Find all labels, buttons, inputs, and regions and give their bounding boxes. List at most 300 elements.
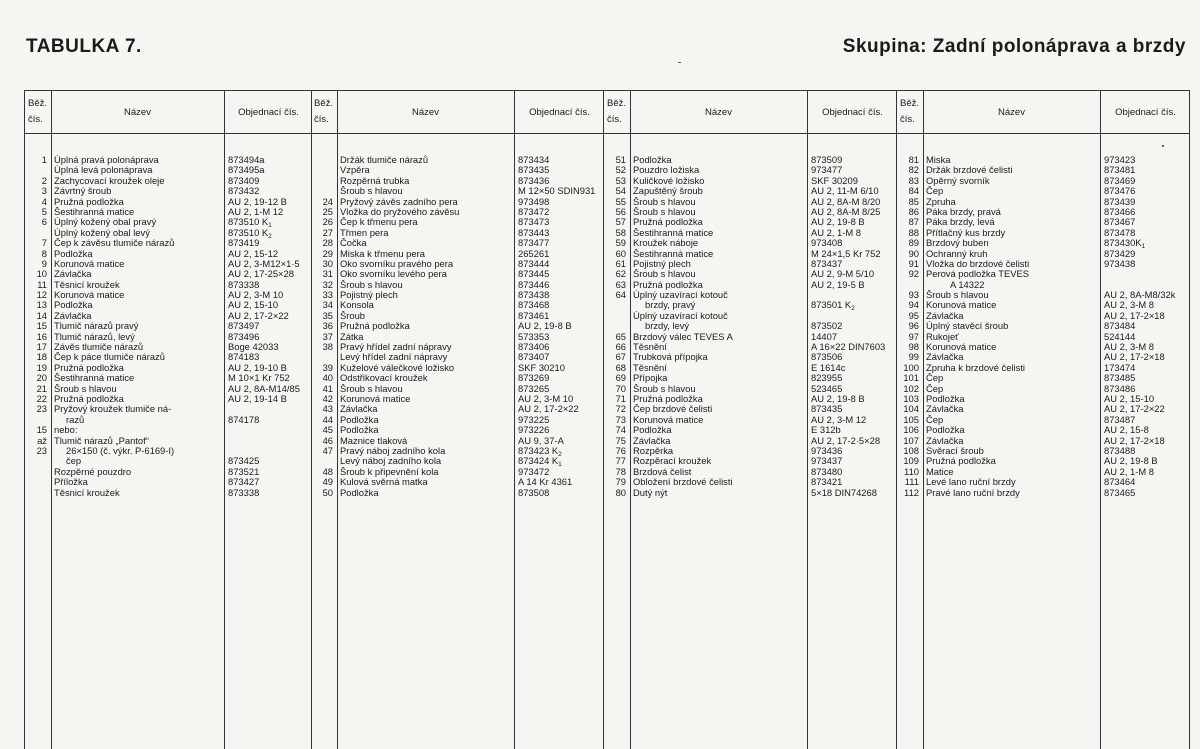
item-number: 110: [904, 466, 919, 477]
order-number: [808, 384, 897, 394]
table-row: [311, 363, 603, 373]
order-number: [808, 488, 897, 498]
item-name: Perová podložka TEVES: [926, 269, 1030, 280]
order-number-text: AU 2, 8A-M 8/20: [811, 196, 881, 207]
item-number: 39: [322, 362, 333, 373]
order-number: [515, 404, 604, 414]
item-name: Podložka: [54, 248, 93, 259]
item-number: 27: [322, 227, 333, 238]
order-number-text: 873432: [228, 186, 260, 197]
item-number: 86: [908, 206, 919, 217]
table-row: [604, 415, 896, 425]
order-number-text: AU 2, 19-8 B: [811, 393, 865, 404]
order-number: [1101, 394, 1190, 404]
item-name: Držák brzdové čelisti: [926, 165, 1013, 176]
table-row: [311, 165, 603, 175]
table-row: [897, 404, 1189, 414]
order-number: [808, 394, 897, 404]
order-number: [515, 259, 604, 269]
table-row: [25, 300, 311, 310]
item-name: Zátka: [340, 331, 364, 342]
item-name: Svěrací šroub: [926, 445, 984, 456]
item-number: 32: [322, 279, 333, 290]
table-row: [604, 446, 896, 456]
order-number: [808, 467, 897, 477]
order-number-text: 973472: [518, 466, 550, 477]
item-number: 55: [615, 196, 626, 207]
item-name: Těsnění: [633, 342, 667, 353]
order-number: [808, 176, 897, 186]
table-row: [25, 197, 311, 207]
table-row: [311, 259, 603, 269]
order-number-text: 873478: [1104, 227, 1136, 238]
table-body: [311, 155, 603, 498]
table-row: [604, 321, 896, 331]
order-number-text: 873429: [1104, 248, 1136, 259]
item-number: 51: [615, 155, 626, 165]
item-name: Šroub s hlavou: [633, 383, 696, 394]
table-row: [897, 207, 1189, 217]
item-number: 42: [322, 393, 333, 404]
item-name: Závlačka: [926, 404, 964, 415]
order-number-text: 873434: [518, 155, 550, 165]
table-row: [311, 311, 603, 321]
order-number-text: 873409: [228, 175, 260, 186]
item-number: 13: [36, 300, 47, 311]
order-number: [515, 394, 604, 404]
order-number: [808, 269, 897, 279]
item-number: 28: [322, 238, 333, 249]
table-row: [897, 394, 1189, 404]
order-number: [225, 207, 312, 217]
table-row: [25, 207, 311, 217]
order-number: [225, 228, 312, 238]
order-number-text: 873510 K: [228, 217, 269, 228]
order-number: [808, 415, 897, 425]
table-row: [604, 488, 896, 498]
order-number: [515, 290, 604, 300]
order-number-text: 873265: [518, 383, 550, 394]
item-number: 35: [322, 310, 333, 321]
item-number: 1: [41, 155, 47, 165]
table-row: [897, 300, 1189, 310]
item-name: Korunová matice: [926, 300, 997, 311]
order-number: [515, 456, 604, 466]
table-row: [897, 456, 1189, 466]
table-row: [604, 165, 896, 175]
order-number: [1101, 384, 1190, 394]
item-number: 15: [36, 321, 47, 332]
item-name: Závěs tlumiče nárazů: [54, 342, 144, 353]
table-row: [25, 259, 311, 269]
order-number: [225, 186, 312, 196]
item-name: Čep: [926, 414, 944, 425]
item-number: 25: [322, 206, 333, 217]
order-number: [515, 446, 604, 456]
item-name: Podložka: [340, 425, 379, 436]
item-name: Čep: [926, 373, 944, 384]
order-number: [225, 332, 312, 342]
item-name: Pojistný plech: [340, 290, 398, 301]
item-name: Pružná podložka: [54, 393, 124, 404]
order-number-text: 873444: [518, 258, 550, 269]
item-number: 47: [322, 445, 333, 456]
table-row: [25, 280, 311, 290]
table-row: [25, 165, 311, 175]
header-number-line1: Běž.: [900, 98, 920, 109]
item-name: Zpruha k brzdové čelisti: [926, 362, 1026, 373]
item-number: 66: [615, 342, 626, 353]
order-number: [515, 425, 604, 435]
item-number: 98: [908, 342, 919, 353]
item-name: Šroub s hlavou: [633, 206, 696, 217]
item-name: Podložka: [54, 300, 93, 311]
order-number: [808, 155, 897, 165]
item-name: Tlumič nárazů pravý: [54, 321, 139, 332]
table-row: [25, 446, 311, 456]
item-name: Levé lano ruční brzdy: [926, 477, 1016, 488]
table-row: [897, 415, 1189, 425]
table-row: [604, 300, 896, 310]
order-number: [808, 300, 897, 310]
item-name: Pružná podložka: [633, 217, 703, 228]
order-number-text: AU 2, 1-M 8: [811, 227, 862, 238]
order-number-text: 873496: [228, 331, 260, 342]
item-number: 4: [41, 196, 47, 207]
order-number: [808, 259, 897, 269]
table-row: [604, 207, 896, 217]
order-number: [1101, 342, 1190, 352]
item-name: Tlumič nárazů, levý: [54, 331, 135, 342]
item-name: brzdy, pravý: [645, 300, 696, 311]
item-name: Rozpěrná trubka: [340, 175, 410, 186]
item-name: Korunová matice: [54, 258, 125, 269]
order-number-text: AU 2, 17-2×22: [518, 404, 579, 415]
order-number: [808, 436, 897, 446]
table-row: [311, 352, 603, 362]
order-number: [1101, 352, 1190, 362]
order-number: [225, 394, 312, 404]
item-name: Pryžový závěs zadního pera: [340, 196, 458, 207]
table-body: [25, 155, 311, 498]
order-number: [225, 373, 312, 383]
item-name: Pružná podložka: [54, 362, 124, 373]
item-number: 82: [908, 165, 919, 176]
order-number-text: 873435: [518, 165, 550, 176]
item-name: Podložka: [340, 487, 379, 498]
table-row: [604, 280, 896, 290]
item-number: 20: [36, 373, 47, 384]
item-name: Páka brzdy, levá: [926, 217, 995, 228]
order-number: [515, 249, 604, 259]
item-name: Šestihranná matice: [54, 373, 135, 384]
table-row: [604, 155, 896, 165]
item-name: Třmen pera: [340, 227, 389, 238]
order-number: [808, 352, 897, 362]
table-row: [897, 488, 1189, 498]
order-number: [515, 436, 604, 446]
order-number-text: M 10×1 Kr 752: [228, 373, 290, 384]
item-name: Pravé lano ruční brzdy: [926, 487, 1020, 498]
item-name: Levý náboj zadního kola: [340, 456, 442, 467]
table-row: [897, 280, 1189, 290]
item-name: Pravý náboj zadního kola: [340, 445, 446, 456]
table-title: TABULKA 7.: [26, 36, 142, 57]
order-number: [515, 165, 604, 175]
order-number-text: 14407: [811, 331, 838, 342]
order-number: [515, 311, 604, 321]
item-name: Úplná levá polonáprava: [54, 165, 153, 176]
item-number: 57: [615, 217, 626, 228]
table-row: [25, 488, 311, 498]
item-number: 88: [908, 227, 919, 238]
order-number-text: AU 2, 15-12: [228, 248, 279, 259]
order-number: [515, 321, 604, 331]
item-number: 97: [908, 331, 919, 342]
item-name: Korunová matice: [633, 414, 704, 425]
table-row: [311, 197, 603, 207]
order-number-text: 873484: [1104, 321, 1136, 332]
item-name: Šroub s hlavou: [340, 279, 403, 290]
item-number: 102: [903, 383, 919, 394]
order-number-text: E 312b: [811, 425, 841, 436]
order-number: [808, 332, 897, 342]
order-number-text: AU 2, 15-10: [1104, 393, 1155, 404]
order-number-text: 873467: [1104, 217, 1136, 228]
order-number: [225, 488, 312, 498]
item-name: Závlačka: [340, 404, 378, 415]
item-number: 62: [615, 269, 626, 280]
item-number: 69: [615, 373, 626, 384]
item-name: Čep brzdové čelisti: [633, 404, 713, 415]
item-name: Šroub s hlavou: [340, 186, 403, 197]
table-row: [311, 436, 603, 446]
item-name: Úplný uzavírací kotouč: [633, 310, 728, 321]
table-row: [311, 488, 603, 498]
order-number-text: 873469: [1104, 175, 1136, 186]
item-number: 40: [322, 373, 333, 384]
table-row: [604, 176, 896, 186]
order-number-text: 873508: [518, 487, 550, 498]
item-name: Brzdový válec TEVES A: [633, 331, 733, 342]
table-row: [25, 456, 311, 466]
item-name: Přítlačný kus brzdy: [926, 227, 1006, 238]
order-number-text: 973477: [811, 165, 843, 176]
item-name: Úplný stavěcí šroub: [926, 321, 1009, 332]
table-row: [897, 321, 1189, 331]
item-number: 12: [36, 290, 47, 301]
item-name: Obložení brzdové čelisti: [633, 477, 733, 488]
table-row: [311, 373, 603, 383]
item-number: 68: [615, 362, 626, 373]
item-number: 54: [615, 186, 626, 197]
item-name: Zpruha: [926, 196, 956, 207]
header-number-line1: Běž.: [314, 98, 334, 109]
order-number: [1101, 415, 1190, 425]
order-number: [225, 300, 312, 310]
item-number: 100: [903, 362, 919, 373]
item-number: 18: [36, 352, 47, 363]
order-number-text: 873338: [228, 487, 260, 498]
item-name: Šestihranná matice: [633, 248, 714, 259]
item-number: 105: [903, 414, 919, 425]
order-number: [1101, 186, 1190, 196]
table-section: [897, 91, 1190, 749]
order-number-text: 873495a: [228, 165, 265, 176]
order-number-text: Boge 42033: [228, 342, 279, 353]
order-number-text: 973225: [518, 414, 550, 425]
header-order-number: Objednací čís.: [529, 106, 590, 118]
order-number-text: 873439: [1104, 196, 1136, 207]
order-number: [225, 352, 312, 362]
table-row: [25, 321, 311, 331]
item-number: 93: [908, 290, 919, 301]
order-number: [225, 238, 312, 248]
order-number: [808, 477, 897, 487]
header-number: [25, 91, 52, 133]
order-number: [225, 269, 312, 279]
order-number-text: AU 2, 9-M 5/10: [811, 269, 875, 280]
order-number-text: 823955: [811, 373, 843, 384]
table-row: [25, 404, 311, 414]
item-name: Rukojeť: [926, 331, 959, 342]
item-name: Úplný kožený obal pravý: [54, 217, 157, 228]
order-number: [1101, 425, 1190, 435]
order-number: [515, 228, 604, 238]
item-number: 11: [37, 279, 47, 290]
item-name: Rozpěrací kroužek: [633, 456, 712, 467]
item-name: Tlumič nárazů „Pantof“: [54, 435, 149, 446]
item-number: 31: [322, 269, 333, 280]
order-number-text: 973423: [1104, 155, 1136, 165]
header-number: [897, 91, 924, 133]
table-row: [897, 259, 1189, 269]
table-row: [897, 373, 1189, 383]
table-row: [25, 477, 311, 487]
item-number: 58: [615, 227, 626, 238]
order-number: [1101, 165, 1190, 175]
order-number: [808, 186, 897, 196]
order-number-text: 873446: [518, 279, 550, 290]
item-name: Vložka do brzdové čelisti: [926, 258, 1030, 269]
parts-table: [24, 90, 1190, 749]
item-number: 60: [615, 248, 626, 259]
order-number: [225, 311, 312, 321]
header-number-line2: čís.: [28, 114, 43, 125]
table-row: [897, 155, 1189, 165]
order-number-text: 873494a: [228, 155, 265, 165]
table-row: [897, 436, 1189, 446]
table-body: [897, 155, 1189, 498]
item-name: Pružná podložka: [54, 196, 124, 207]
order-number-text: AU 2, 8A-M 8/25: [811, 206, 881, 217]
order-number-subscript: 2: [558, 450, 562, 457]
item-number: 90: [908, 248, 919, 259]
order-number-text: AU 2, 15-8: [1104, 425, 1149, 436]
order-number-text: 873480: [811, 466, 843, 477]
item-number: 30: [322, 258, 333, 269]
header-number: [311, 91, 338, 133]
table-row: [311, 404, 603, 414]
order-number-text: AU 2, 17-2×18: [1104, 352, 1165, 363]
order-number: [225, 280, 312, 290]
order-number-text: 873501 K: [811, 300, 852, 311]
order-number-text: 873486: [1104, 383, 1136, 394]
order-number: [808, 228, 897, 238]
item-number: 96: [908, 321, 919, 332]
order-number-text: AU 2, 19-14 B: [228, 393, 287, 404]
item-name: Závlačka: [54, 269, 92, 280]
item-number: 41: [322, 383, 333, 394]
item-name: Šestihranná matice: [54, 206, 135, 217]
item-number: 111: [904, 477, 919, 488]
item-name: Pružná podložka: [340, 321, 410, 332]
order-number-text: 873443: [518, 227, 550, 238]
item-name: Pojistný plech: [633, 258, 691, 269]
table-row: [25, 394, 311, 404]
item-number: 75: [615, 435, 626, 446]
item-number: 87: [908, 217, 919, 228]
order-number-text: 873419: [228, 238, 260, 249]
table-row: [25, 249, 311, 259]
table-row: [604, 436, 896, 446]
item-number: 45: [322, 425, 333, 436]
table-body: [604, 155, 896, 498]
item-number: 8: [41, 248, 47, 259]
item-number: 46: [322, 435, 333, 446]
item-name: Úplný kožený obal levý: [54, 227, 150, 238]
order-number: [515, 269, 604, 279]
table-row: [897, 238, 1189, 248]
order-number-text: 873472: [518, 206, 550, 217]
order-number: [808, 217, 897, 227]
table-row: [25, 384, 311, 394]
item-name: Těsnicí kroužek: [54, 279, 120, 290]
item-number: 6: [41, 217, 47, 228]
item-name: Kroužek náboje: [633, 238, 699, 249]
order-number-text: 873509: [811, 155, 843, 165]
order-number: [1101, 404, 1190, 414]
order-number-text: AU 2, 8A-M8/32k: [1104, 290, 1176, 301]
order-number-text: 873473: [518, 217, 550, 228]
table-row: [25, 363, 311, 373]
table-row: [25, 217, 311, 227]
order-number: [1101, 259, 1190, 269]
order-number: [515, 176, 604, 186]
table-row: [25, 290, 311, 300]
order-number: [515, 332, 604, 342]
order-number: [1101, 332, 1190, 342]
order-number: [808, 342, 897, 352]
order-number: [1101, 300, 1190, 310]
table-row: [311, 394, 603, 404]
item-number: 36: [322, 321, 333, 332]
item-number: 70: [615, 383, 626, 394]
item-name: Příložka: [54, 477, 88, 488]
item-number: 103: [903, 393, 919, 404]
order-number-text: 873477: [518, 238, 550, 249]
order-number: [808, 456, 897, 466]
table-row: [604, 197, 896, 207]
order-number: [1101, 238, 1190, 248]
item-name: Oko svorníku levého pera: [340, 269, 447, 280]
order-number: [225, 467, 312, 477]
table-row: [897, 217, 1189, 227]
item-name: Miska k třmenu pera: [340, 248, 425, 259]
table-row: [25, 373, 311, 383]
item-number: 79: [615, 477, 626, 488]
item-number: 71: [615, 393, 626, 404]
